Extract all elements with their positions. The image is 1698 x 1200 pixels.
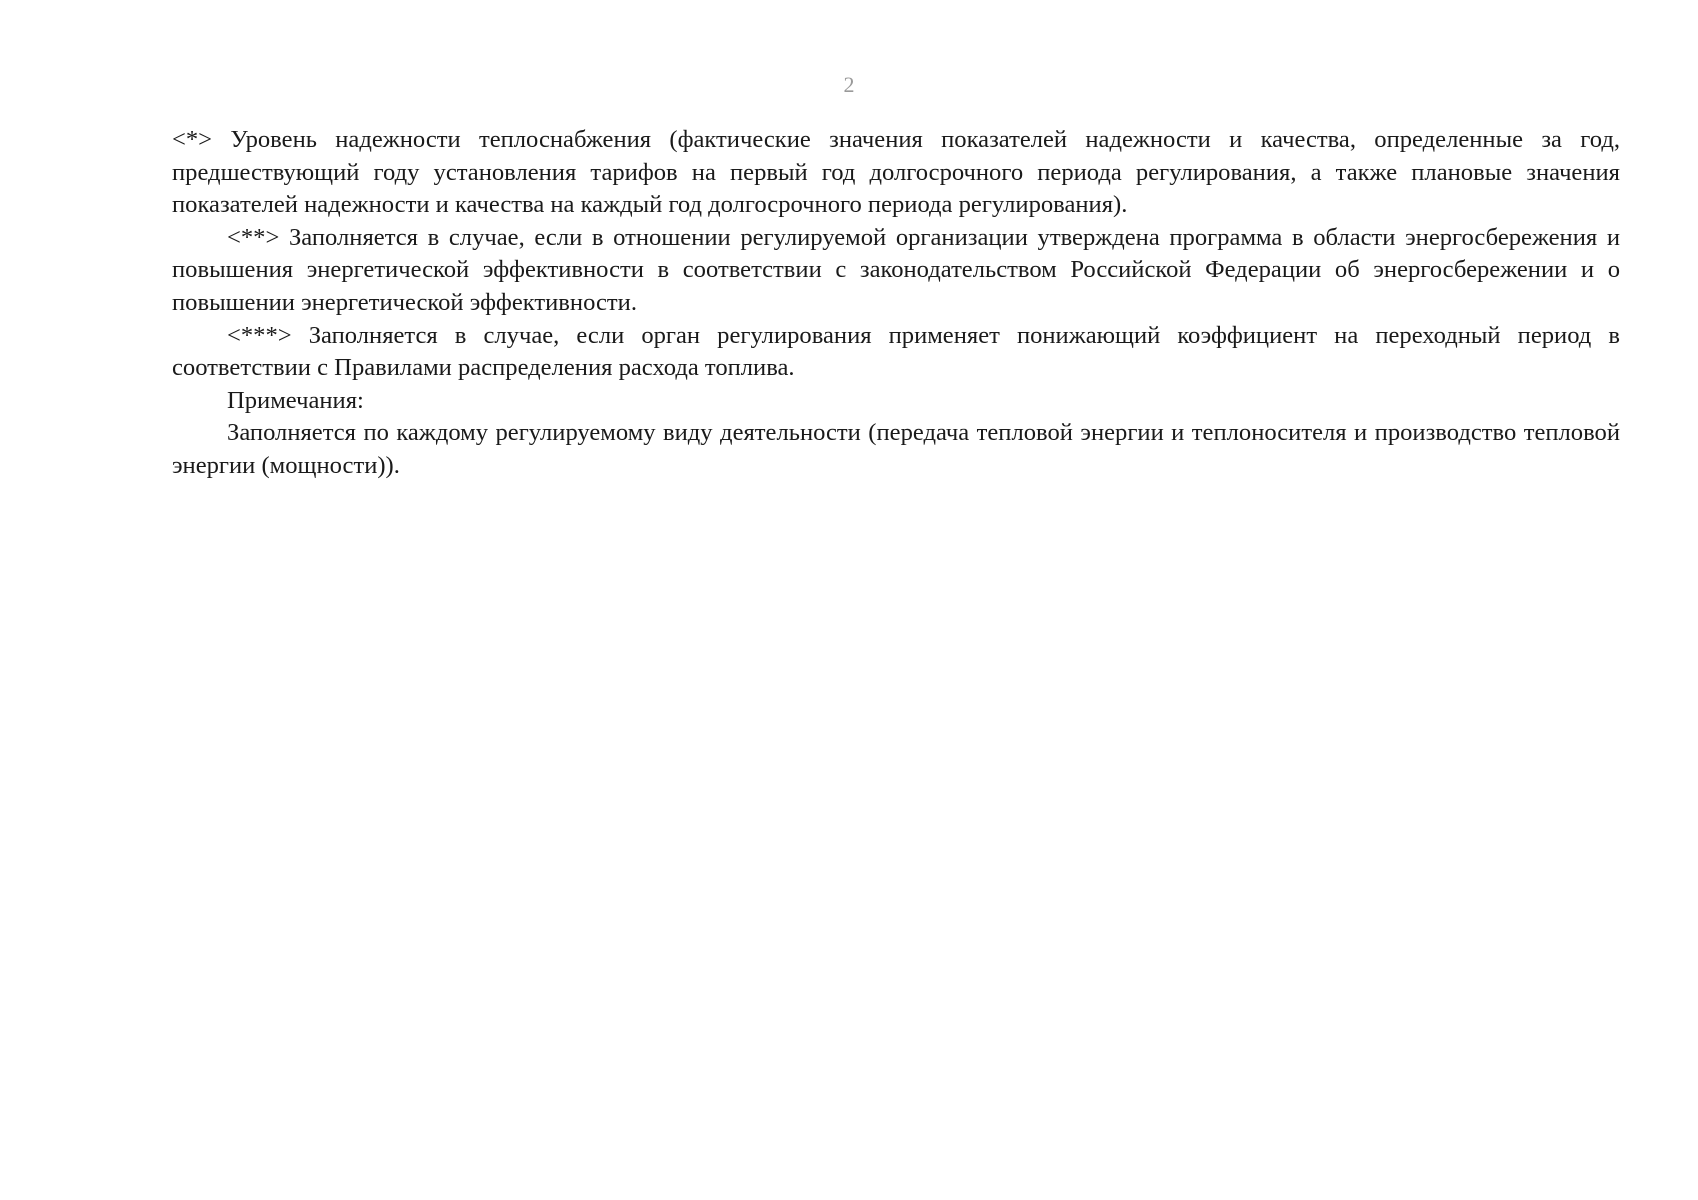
footnote-reliability: <*> Уровень надежности теплоснабжения (фактические значения показателей надежности и качества, определенные за год, предшествующий году установления тарифов на первый год долгосрочного периода регулирования, а также плановые значения показателей надежности и качества на каждый год долгосрочного периода регулирования). xyxy=(172,126,1620,219)
document-body xyxy=(172,124,1620,483)
notes-text: Заполняется по каждому регулируемому виду деятельности (передача тепловой энергии и теплоносителя и производство тепловой энергии (мощности)). xyxy=(172,419,1620,479)
footnote-reduction-coefficient: <***> Заполняется в случае, если орган регулирования применяет понижающий коэффициент на переходный период в соответствии с Правилами распределения расхода топлива. xyxy=(172,321,1620,382)
notes-heading: Примечания: xyxy=(227,386,364,414)
page-number: 2 xyxy=(843,72,855,97)
footnote-energy-saving: <**> Заполняется в случае, если в отношении регулируемой организации утверждена программа в области энергосбережения и повышения энергетической эффективности в соответствии с законодательством Российской Федерации об энергосбережении и о повышении энергетической эффективности. xyxy=(172,223,1620,316)
